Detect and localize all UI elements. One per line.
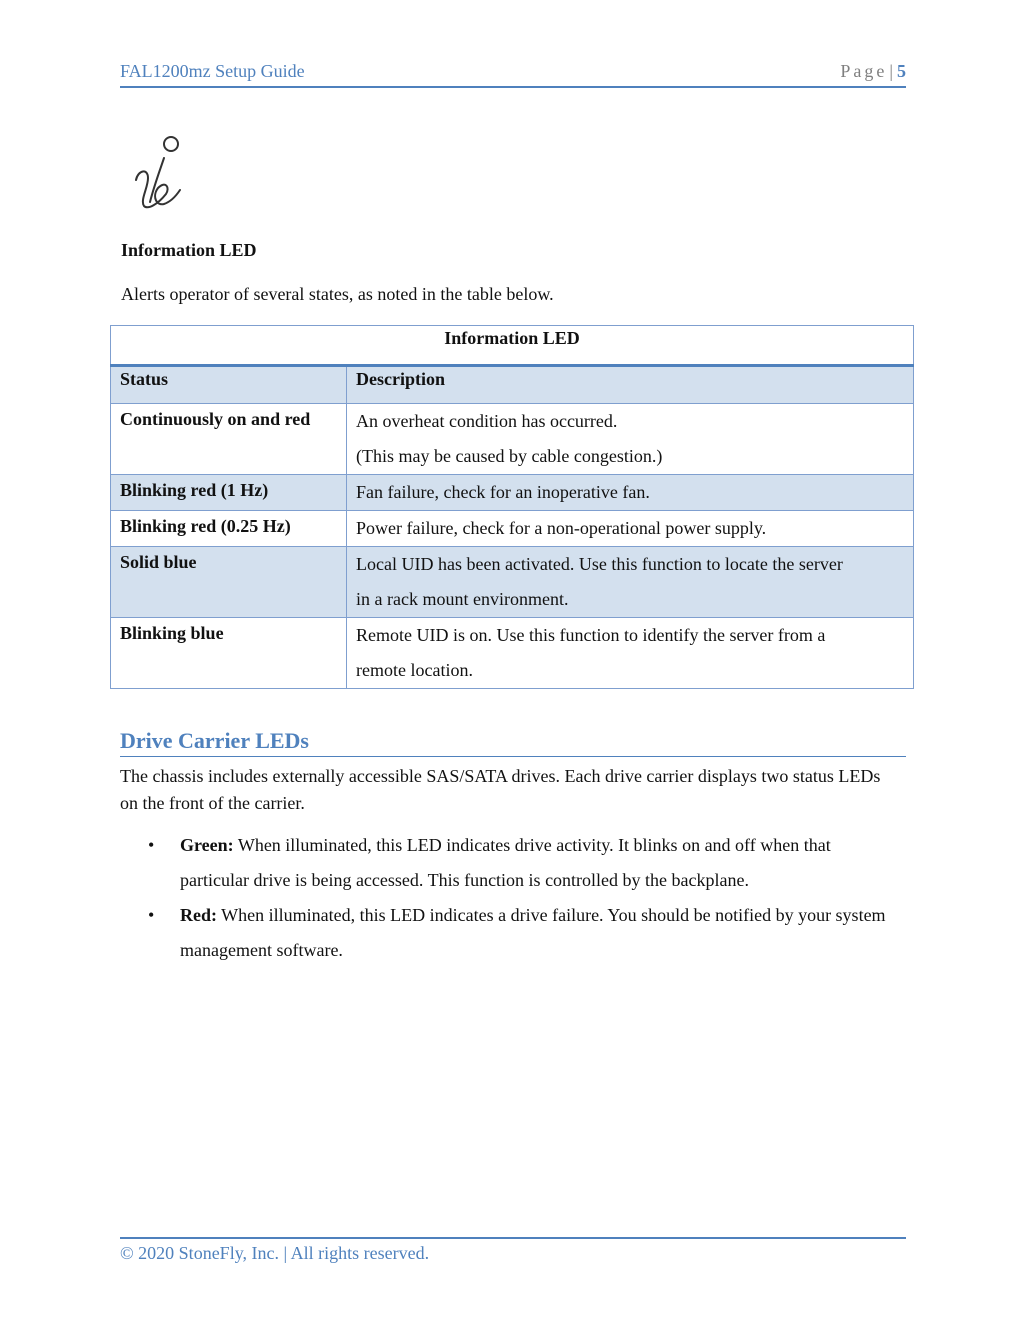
table-header-row	[111, 366, 914, 404]
led-bullet-list	[120, 828, 900, 968]
page-separator: |	[889, 61, 893, 81]
description-line: An overheat condition has occurred.	[356, 411, 618, 431]
description-line: Fan failure, check for an inoperative fan.	[356, 482, 650, 502]
status-cell	[111, 618, 347, 689]
description-line: Local UID has been activated. Use this function to locate the server	[356, 554, 843, 574]
bullet-text: When illuminated, this LED indicates a drive failure. You should be notified by your system management software.	[180, 905, 886, 960]
status-text: Continuously on and red	[120, 409, 311, 429]
description-cell	[347, 547, 914, 618]
information-icon	[128, 130, 188, 210]
description-line: (This may be caused by cable congestion.)	[356, 446, 663, 466]
information-led-heading: Information LED	[121, 240, 257, 260]
page-word: Page	[840, 61, 888, 81]
status-cell	[111, 547, 347, 618]
page-header	[120, 60, 906, 88]
drive-carrier-paragraph: The chassis includes externally accessible SAS/SATA drives. Each drive carrier displays two status LEDs on the front of the carrier.	[120, 766, 881, 813]
column-header-status: Status	[111, 366, 347, 404]
description-line: Power failure, check for a non-operational power supply.	[356, 518, 767, 538]
bullet-text: When illuminated, this LED indicates drive activity. It blinks on and off when that particular drive is being accessed. This function is controlled by the backplane.	[180, 835, 831, 890]
description-cell	[347, 618, 914, 689]
page-footer	[120, 1237, 906, 1263]
page-number: 5	[897, 61, 906, 81]
description-cell	[347, 404, 914, 475]
drive-carrier-leds-heading: Drive Carrier LEDs	[120, 728, 906, 757]
description-cell	[347, 511, 914, 547]
status-cell	[111, 475, 347, 511]
status-cell	[111, 404, 347, 475]
list-item	[120, 828, 900, 898]
bullet-label: Red:	[180, 905, 217, 925]
table-row	[111, 618, 914, 689]
status-cell	[111, 511, 347, 547]
column-header-description: Description	[347, 366, 914, 404]
information-led-intro: Alerts operator of several states, as noted in the table below.	[121, 284, 554, 304]
status-text: Blinking blue	[120, 623, 224, 643]
table-row	[111, 547, 914, 618]
information-led-table	[110, 325, 914, 689]
description-line: in a rack mount environment.	[356, 589, 569, 609]
status-text: Blinking red (0.25 Hz)	[120, 516, 291, 536]
bullet-label: Green:	[180, 835, 234, 855]
table-row	[111, 511, 914, 547]
copyright-text: © 2020 StoneFly, Inc. | All rights reserved.	[120, 1243, 430, 1263]
table-row	[111, 475, 914, 511]
description-cell	[347, 475, 914, 511]
list-item	[120, 898, 900, 968]
bullet-icon: •	[148, 905, 155, 925]
table-caption: Information LED	[111, 326, 914, 366]
document-title: FAL1200mz Setup Guide	[120, 61, 305, 81]
description-line: Remote UID is on. Use this function to identify the server from a	[356, 625, 826, 645]
status-text: Blinking red (1 Hz)	[120, 480, 269, 500]
status-text: Solid blue	[120, 552, 197, 572]
table-row	[111, 404, 914, 475]
description-line: remote location.	[356, 660, 473, 680]
bullet-icon: •	[148, 835, 155, 855]
page-number-label	[840, 61, 906, 82]
